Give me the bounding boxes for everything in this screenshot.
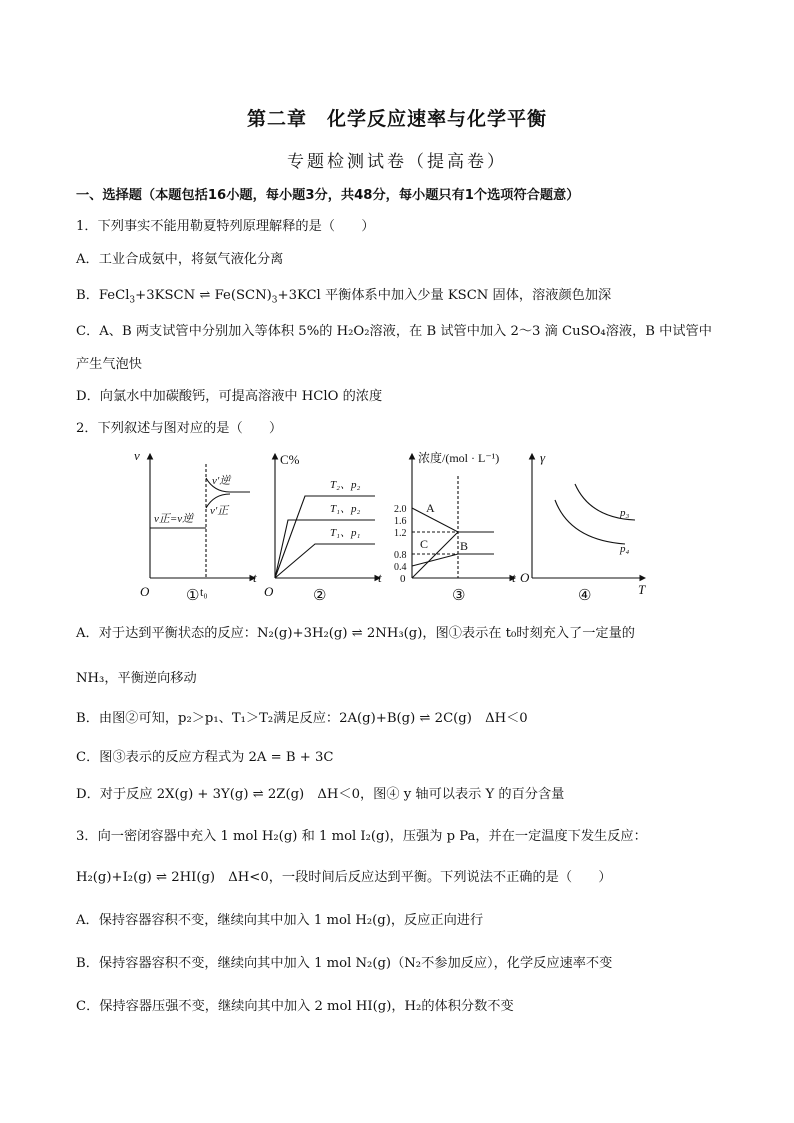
fig3-tick-2-0: 2.0	[394, 504, 407, 515]
section-heading: 一、选择题（本题包括16小题，每小题3分，共48分，每小题只有1个选项符合题意）	[76, 188, 580, 203]
fig3-tick-1-6: 1.6	[394, 516, 407, 527]
q1-b-part3: Fe(SCN)	[214, 288, 272, 303]
fig2-label-t2p2: T₂、p₂	[330, 479, 361, 491]
q1-stem: 1．下列事实不能用勒夏特列原理解释的是（ ）	[76, 219, 375, 234]
fig3-tick-0-4: 0.4	[394, 562, 407, 573]
q2-option-a-line1: A．对于达到平衡状态的反应：N₂(g)+3H₂(g) ⇌ 2NH₃(g)，图①表示在 t₀时刻充入了一定量的	[76, 626, 635, 641]
fig1-number: ①	[186, 588, 200, 604]
fig1-t0-label: t₀	[200, 585, 208, 599]
fig3-label-c: C	[420, 537, 429, 551]
fig3-line-b	[412, 554, 494, 566]
q1-option-c-line1: C．A、B 两支试管中分别加入等体积 5%的 H₂O₂溶液，在 B 试管中加入 2～3 滴 CuSO₄溶液，B 中试管中	[76, 324, 712, 339]
q2-option-c: C．图③表示的反应方程式为 2A = B + 3C	[76, 750, 334, 765]
fig1-fwd-label: v′正	[210, 505, 229, 517]
fig4-y-label: γ	[540, 450, 546, 465]
fig2-label-t1p1: T₁、p₁	[330, 527, 361, 539]
q1-option-b: B．FeCl$_3$+3KSCN ⇌ $Fe(SCN)_3+3KCl$ 平衡体系中加入少量 KSCN 固体，溶液颜色加深	[76, 288, 612, 306]
fig4-origin: O	[520, 570, 530, 585]
q1-option-a: A．工业合成氨中，将氨气液化分离	[76, 252, 284, 267]
fig3-label-b: B	[460, 539, 469, 553]
fig3-number: ③	[452, 588, 466, 604]
fig3-origin: 0	[400, 573, 406, 585]
fig2-y-label: C%	[280, 452, 300, 467]
q3-stem-line1: 3．向一密闭容器中充入 1 mol H₂(g) 和 1 mol I₂(g)，压强为 p Pa，并在一定温度下发生反应：	[76, 829, 647, 844]
q3-option-c: C．保持容器压强不变，继续向其中加入 2 mol HI(g)，H₂的体积分数不变	[76, 999, 514, 1014]
chapter-title: 第二章 化学反应速率与化学平衡	[246, 108, 547, 130]
exam-subtitle: 专题检测试卷（提高卷）	[287, 152, 507, 172]
fig3-line-c	[412, 532, 458, 578]
fig1-y-label: v	[134, 448, 140, 463]
fig2-number: ②	[313, 588, 327, 604]
fig3-tick-1-2: 1.2	[394, 528, 407, 539]
fig3-line-a	[412, 508, 494, 532]
equilibrium-arrow-icon: ⇌	[199, 288, 211, 303]
q1-option-d: D．向氯水中加碳酸钙，可提高溶液中 HClO 的浓度	[76, 389, 383, 404]
fig3-tick-0-8: 0.8	[394, 550, 407, 561]
q1-b-part4: +3KCl 平衡体系中加入少量 KSCN 固体，溶液颜色加深	[277, 288, 612, 303]
q1-b-part1: B．FeCl	[76, 288, 130, 303]
q2-option-a-line2: NH₃，平衡逆向移动	[76, 671, 197, 686]
fig1-x-label: t	[253, 570, 257, 585]
q2-option-d: D．对于反应 2X(g) + 3Y(g) ⇌ 2Z(g) ΔH＜0，图④ y 轴可以表示 Y 的百分含量	[76, 787, 565, 802]
q2-option-b: B．由图②可知，p₂＞p₁、T₁＞T₂满足反应：2A(g)+B(g) ⇌ 2C(g) ΔH＜0	[76, 711, 528, 726]
q2-stem: 2．下列叙述与图对应的是（ ）	[76, 421, 283, 436]
fig4-label-p3: p₃	[620, 507, 630, 519]
fig3-label-a: A	[426, 501, 435, 515]
fig3-y-label: 浓度/(mol · L⁻¹)	[418, 451, 500, 465]
fig2-label-t1p2: T₁、p₂	[330, 503, 361, 515]
fig2-line-t1p1	[275, 544, 375, 578]
q1-option-c-line2: 产生气泡快	[76, 357, 142, 372]
fig1-eq-label: v正=v逆	[154, 513, 194, 525]
fig4-label-p4: p₄	[620, 543, 630, 555]
fig4-curve-p4	[555, 500, 625, 544]
fig2-x-label: t	[378, 570, 382, 585]
fig1-origin: O	[140, 584, 150, 599]
fig2-origin: O	[264, 584, 274, 599]
fig4-x-label: T	[638, 582, 646, 597]
fig3-x-label: t	[512, 570, 516, 585]
fig1-rev-label: v′逆	[212, 475, 231, 487]
q1-b-part2: +3KSCN	[135, 288, 196, 303]
q2-figures	[130, 448, 670, 608]
fig4-number: ④	[578, 588, 592, 604]
q3-stem-line2: H₂(g)+I₂(g) ⇌ 2HI(g) ΔH<0，一段时间后反应达到平衡。下列说法不正确的是（ ）	[76, 870, 612, 885]
q3-option-a: A．保持容器容积不变，继续向其中加入 1 mol H₂(g)，反应正向进行	[76, 913, 484, 928]
q3-option-b: B．保持容器容积不变，继续向其中加入 1 mol N₂(g)（N₂不参加反应），化学反应速率不变	[76, 956, 613, 971]
